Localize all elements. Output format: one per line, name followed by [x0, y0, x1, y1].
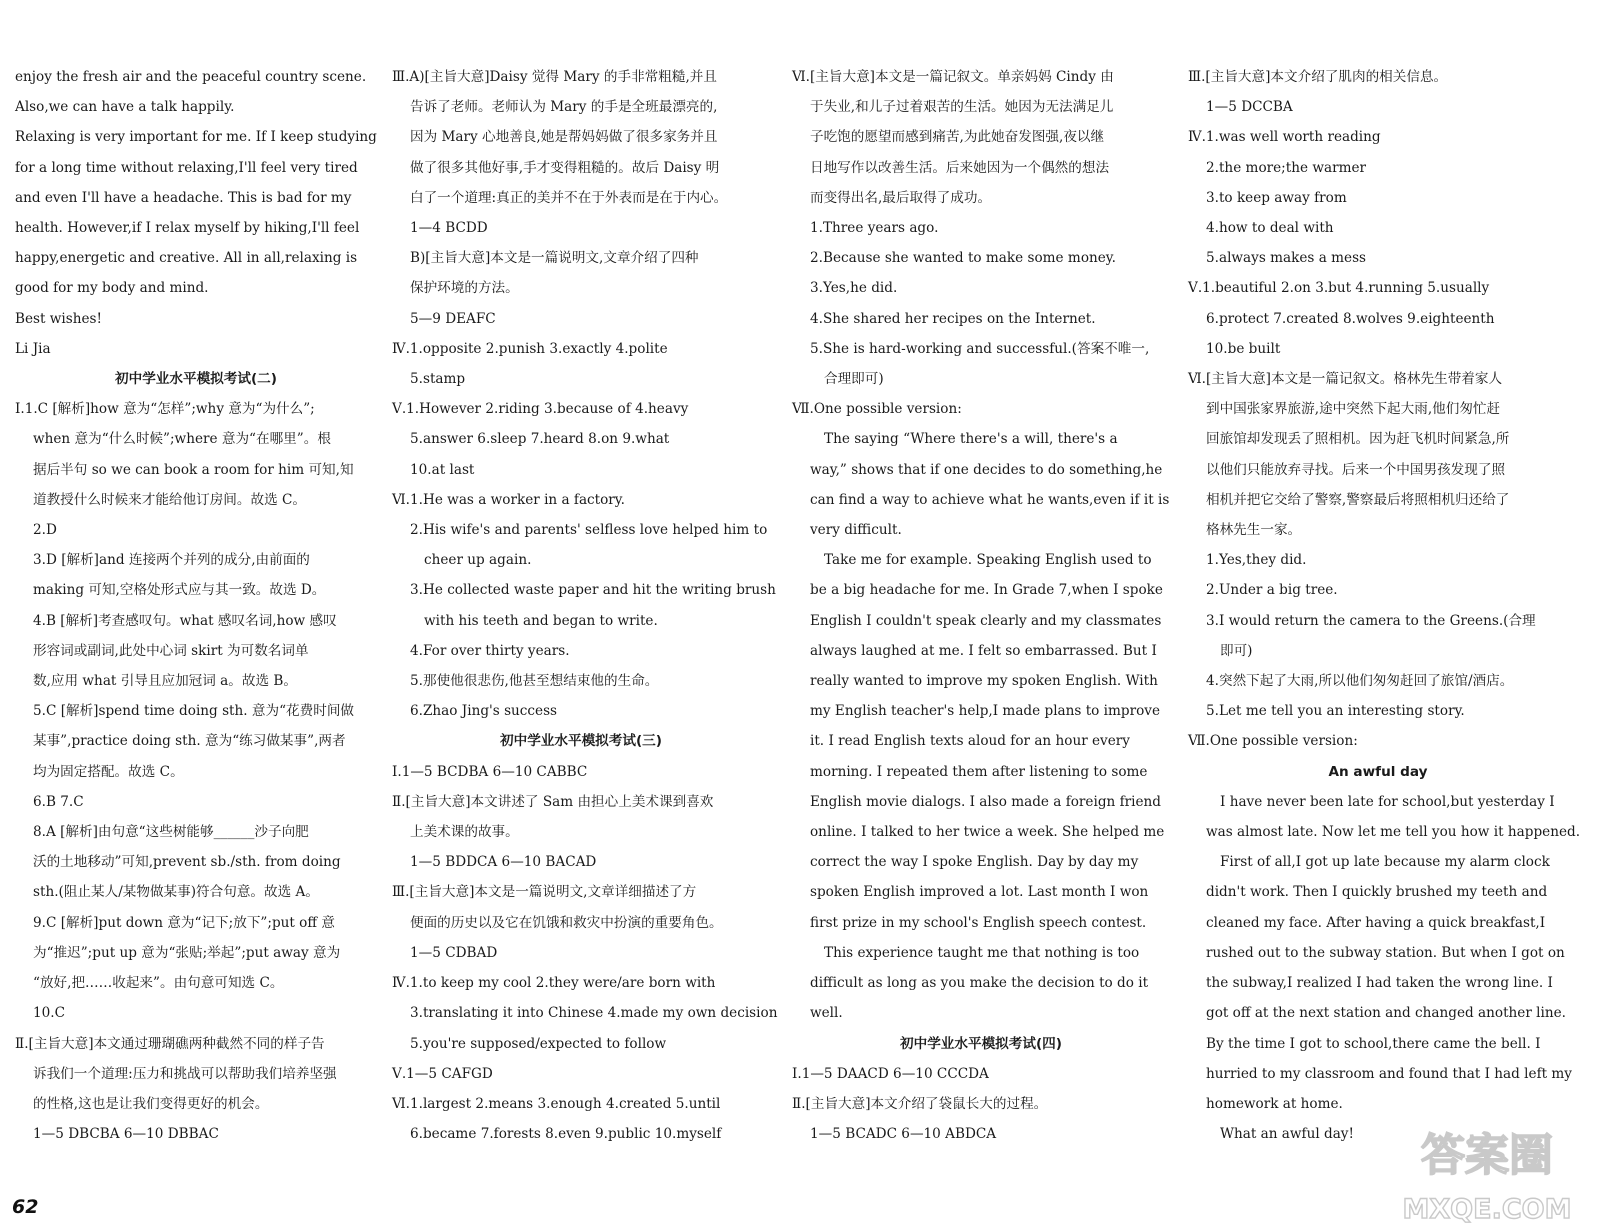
- answer-line: got off at the next station and changed another line.: [1206, 1005, 1566, 1022]
- answer-line: 3.He collected waste paper and hit the writing brush: [410, 582, 776, 599]
- answer-line: 5.那使他很悲伤,他甚至想结束他的生命。: [410, 673, 659, 690]
- answer-line: 相机并把它交给了警察,警察最后将照相机归还给了: [1206, 491, 1510, 508]
- answer-line: 合理即可): [824, 371, 884, 388]
- answer-line: Li Jia: [15, 340, 51, 357]
- answer-line: Ⅱ.[主旨大意]本文讲述了 Sam 由担心上美术课到喜欢: [392, 793, 714, 810]
- answer-line: correct the way I spoke English. Day by day my: [810, 854, 1139, 871]
- answer-line: 5.She is hard-working and successful.(答案不唯一,: [810, 340, 1150, 357]
- answer-line: really wanted to improve my spoken English. With: [810, 673, 1158, 690]
- answer-column-1: [15, 62, 377, 1149]
- answer-line: well.: [810, 1005, 843, 1022]
- answer-line: rushed out to the subway station. But when I got on: [1206, 944, 1565, 961]
- answer-line: always laughed at me. I felt so embarrassed. But I: [810, 642, 1157, 659]
- answer-line: Ⅵ.1.largest 2.means 3.enough 4.created 5.until: [392, 1095, 721, 1112]
- answer-line: with his teeth and began to write.: [424, 612, 658, 629]
- answer-line: way,” shows that if one decides to do something,he: [810, 461, 1163, 478]
- answer-line: Ⅰ.1.C [解析]how 意为“怎样”;why 意为“为什么”;: [15, 401, 315, 418]
- answer-line: 便面的历史以及它在饥饿和救灾中扮演的重要角色。: [410, 914, 723, 931]
- answer-line: 据后半句 so we can book a room for him 可知,知: [33, 461, 354, 478]
- answer-line: 5.you're supposed/expected to follow: [410, 1035, 667, 1052]
- answer-line: spoken English improved a lot. Last month I won: [810, 884, 1149, 901]
- answer-line: By the time I got to school,there came the bell. I: [1206, 1035, 1541, 1052]
- answer-line: First of all,I got up late because my alarm clock: [1220, 854, 1550, 871]
- answer-line: 因为 Mary 心地善良,她是帮妈妈做了很多家务并且: [410, 129, 718, 146]
- answer-line: 5—9 DEAFC: [410, 310, 496, 327]
- answer-line: homework at home.: [1206, 1095, 1343, 1112]
- answer-line: 10.C: [33, 1005, 66, 1022]
- answer-line: Take me for example. Speaking English used to: [824, 552, 1152, 569]
- section-heading: 初中学业水平模拟考试(三): [500, 733, 662, 750]
- answer-line: 4.She shared her recipes on the Internet.: [810, 310, 1096, 327]
- answer-line: 2.D: [33, 522, 57, 539]
- answer-line: for a long time without relaxing,I'll feel very tired: [15, 159, 358, 176]
- answer-line: 告诉了老师。老师认为 Mary 的手是全班最漂亮的,: [410, 99, 718, 116]
- answer-line: 于失业,和儿子过着艰苦的生活。她因为无法满足儿: [810, 99, 1114, 116]
- watermark-bottom-text: MXQE.COM: [1402, 1194, 1572, 1225]
- answer-line: 保护环境的方法。: [410, 280, 519, 297]
- answer-line: good for my body and mind.: [15, 280, 209, 297]
- answer-line: 3.D [解析]and 连接两个并列的成分,由前面的: [33, 552, 310, 569]
- answer-line: 4.B [解析]考查感叹句。what 感叹名词,how 感叹: [33, 612, 337, 629]
- answer-line: Ⅲ.[主旨大意]本文是一篇说明文,文章详细描述了方: [392, 884, 697, 901]
- answer-line: Ⅰ.1—5 DAACD 6—10 CCCDA: [792, 1065, 989, 1082]
- answer-column-2: [392, 62, 778, 1149]
- answer-line: 回旅馆却发现丢了照相机。因为赶飞机时间紧急,所: [1206, 431, 1510, 448]
- answer-line: can find a way to achieve what he wants,even if it is: [810, 491, 1170, 508]
- answer-line: 9.C [解析]put down 意为“记下;放下”;put off 意: [33, 914, 335, 931]
- section-heading: An awful day: [1328, 763, 1428, 780]
- answer-line: 6.B 7.C: [33, 793, 84, 810]
- answer-line: 5.answer 6.sleep 7.heard 8.on 9.what: [410, 431, 670, 448]
- answer-line: Ⅴ.1.However 2.riding 3.because of 4.heavy: [392, 401, 689, 418]
- answer-line: 以他们只能放弃寻找。后来一个中国男孩发现了照: [1206, 461, 1506, 478]
- answer-line: 白了一个道理:真正的美并不在于外表而是在于内心。: [410, 189, 728, 206]
- answer-line: 的性格,这也是让我们变得更好的机会。: [33, 1095, 269, 1112]
- answer-line: “放好,把……收起来”。由句意可知选 C。: [33, 975, 284, 992]
- answer-line: 8.A [解析]由句意“这些树能够______沙子向肥: [33, 824, 309, 841]
- answer-line: 3.translating it into Chinese 4.made my own decision: [410, 1005, 778, 1022]
- answer-line: 3.I would return the camera to the Greens.(合理: [1206, 612, 1536, 629]
- answer-line: Also,we can have a talk happily.: [15, 99, 235, 116]
- answer-line: didn't work. Then I quickly brushed my teeth and: [1206, 884, 1548, 901]
- answer-line: 日地写作以改善生活。后来她因为一个偶然的想法: [810, 159, 1110, 176]
- answer-line: 为“推迟”;put up 意为“张贴;举起”;put away 意为: [33, 944, 341, 961]
- answer-line: 道教授什么时候来才能给他订房间。故选 C。: [33, 491, 307, 508]
- answer-line: Ⅴ.1.beautiful 2.on 3.but 4.running 5.usually: [1188, 280, 1490, 297]
- site-watermark-logo: [1392, 1118, 1582, 1226]
- answer-column-3: [792, 62, 1170, 1149]
- answer-line: happy,energetic and creative. All in all,relaxing is: [15, 250, 358, 267]
- answer-line: Ⅶ.One possible version:: [792, 401, 962, 418]
- answer-line: Ⅲ.A)[主旨大意]Daisy 觉得 Mary 的手非常粗糙,并且: [392, 69, 717, 85]
- page-number: 62: [12, 1196, 39, 1218]
- answer-line: 某事”,practice doing sth. 意为“练习做某事”,两者: [33, 733, 346, 750]
- answer-line: the subway,I realized I had taken the wrong line. I: [1206, 975, 1553, 992]
- answer-line: 6.became 7.forests 8.even 9.public 10.myself: [410, 1126, 722, 1143]
- answer-line: was almost late. Now let me tell you how it happened.: [1206, 824, 1581, 841]
- answer-line: hurried to my classroom and found that I had left my: [1206, 1065, 1572, 1082]
- answer-line: 5.always makes a mess: [1206, 250, 1367, 267]
- answer-line: 格林先生一家。: [1206, 522, 1302, 539]
- answer-line: sth.(阻止某人/某物做某事)符合句意。故选 A。: [33, 884, 319, 901]
- answer-line: making 可知,空格处形式应与其一致。故选 D。: [33, 582, 326, 599]
- answer-line: difficult as long as you make the decision to do it: [810, 975, 1149, 992]
- answer-line: 1—5 CDBAD: [410, 944, 498, 961]
- answer-line: 即可): [1220, 642, 1253, 659]
- answer-line: cleaned my face. After having a quick breakfast,I: [1206, 914, 1546, 931]
- answer-line: morning. I repeated them after listening to some: [810, 763, 1148, 780]
- answer-line: 1—4 BCDD: [410, 220, 488, 237]
- answer-line: 上美术课的故事。: [410, 824, 519, 841]
- answer-line: 10.at last: [410, 461, 475, 478]
- answer-line: Ⅱ.[主旨大意]本文通过珊瑚礁两种截然不同的样子告: [15, 1035, 325, 1052]
- answer-line: cheer up again.: [424, 552, 532, 569]
- answer-line: I have never been late for school,but yesterday I: [1220, 793, 1555, 810]
- answer-line: 1—5 BCADC 6—10 ABDCA: [810, 1126, 997, 1143]
- answer-line: Ⅵ.1.He was a worker in a factory.: [392, 491, 626, 508]
- answer-line: 沃的土地移动”可知,prevent sb./sth. from doing: [33, 854, 341, 871]
- answer-line: 5.stamp: [410, 371, 466, 388]
- answer-line: 2.Under a big tree.: [1206, 582, 1338, 599]
- answer-line: English I couldn't speak clearly and my classmates: [810, 612, 1162, 629]
- answer-line: Ⅳ.1.to keep my cool 2.they were/are born with: [392, 975, 716, 992]
- answer-line: The saying “Where there's a will, there's a: [824, 431, 1118, 448]
- answer-line: Ⅴ.1—5 CAFGD: [392, 1065, 493, 1082]
- answer-line: 数,应用 what 引导且应加冠词 a。故选 B。: [33, 673, 297, 690]
- answer-line: 1—5 BDDCA 6—10 BACAD: [410, 854, 597, 871]
- answer-line: 2.His wife's and parents' selfless love helped him to: [410, 522, 768, 539]
- answer-line: Ⅳ.1.opposite 2.punish 3.exactly 4.polite: [392, 340, 668, 357]
- section-heading: 初中学业水平模拟考试(四): [900, 1035, 1062, 1052]
- answer-line: 1.Yes,they did.: [1206, 552, 1307, 569]
- answer-line: 而变得出名,最后取得了成功。: [810, 189, 992, 206]
- answer-line: Ⅵ.[主旨大意]本文是一篇记叙文。格林先生带着家人: [1188, 371, 1503, 388]
- answer-line: enjoy the fresh air and the peaceful country scene.: [15, 69, 367, 85]
- answer-line: very difficult.: [810, 522, 902, 539]
- answer-line: 5.C [解析]spend time doing sth. 意为“花费时间做: [33, 703, 355, 720]
- section-heading: 初中学业水平模拟考试(二): [115, 371, 277, 388]
- answer-line: 4.突然下起了大雨,所以他们匆匆赶回了旅馆/酒店。: [1206, 673, 1514, 690]
- answer-line: 4.For over thirty years.: [410, 642, 570, 659]
- answer-line: Ⅰ.1—5 BCDBA 6—10 CABBC: [392, 763, 588, 780]
- answer-line: and even I'll have a headache. This is bad for my: [15, 189, 352, 206]
- answer-line: be a big headache for me. In Grade 7,when I spoke: [810, 582, 1163, 599]
- answer-line: Best wishes!: [15, 310, 102, 327]
- answer-line: Ⅲ.[主旨大意]本文介绍了肌肉的相关信息。: [1188, 69, 1448, 85]
- answer-line: it. I read English texts aloud for an hour every: [810, 733, 1130, 750]
- answer-line: Ⅵ.[主旨大意]本文是一篇记叙文。单亲妈妈 Cindy 由: [792, 69, 1114, 85]
- answer-line: 10.be built: [1206, 340, 1281, 357]
- answer-line: 3.to keep away from: [1206, 189, 1347, 206]
- answer-line: 子吃饱的愿望而感到痛苦,为此她奋发图强,夜以继: [810, 129, 1105, 146]
- answer-line: when 意为“什么时候”;where 意为“在哪里”。根: [33, 431, 331, 448]
- answer-line: Relaxing is very important for me. If I keep studying: [15, 129, 377, 146]
- answer-line: 3.Yes,he did.: [810, 280, 898, 297]
- answer-line: 1.Three years ago.: [810, 220, 939, 237]
- answer-line: Ⅱ.[主旨大意]本文介绍了袋鼠长大的过程。: [792, 1095, 1048, 1112]
- answer-line: Ⅳ.1.was well worth reading: [1188, 129, 1381, 146]
- answer-line: B)[主旨大意]本文是一篇说明文,文章介绍了四种: [410, 250, 699, 267]
- answer-line: my English teacher's help,I made plans to improve: [810, 703, 1161, 720]
- answer-line: 诉我们一个道理:压力和挑战可以帮助我们培养坚强: [33, 1065, 337, 1082]
- answer-line: first prize in my school's English speech contest.: [810, 914, 1147, 931]
- answer-line: 到中国张家界旅游,途中突然下起大雨,他们匆忙赶: [1206, 401, 1501, 418]
- answer-line: 形容词或副词,此处中心词 skirt 为可数名词单: [33, 642, 309, 659]
- answer-line: 2.the more;the warmer: [1206, 159, 1367, 176]
- answer-line: Ⅶ.One possible version:: [1188, 733, 1358, 750]
- answer-line: 1—5 DBCBA 6—10 DBBAC: [33, 1126, 219, 1143]
- answer-column-4: [1188, 62, 1581, 1149]
- answer-line: 做了很多其他好事,手才变得粗糙的。故后 Daisy 明: [410, 159, 720, 176]
- answer-line: 4.how to deal with: [1206, 220, 1334, 237]
- answer-line: This experience taught me that nothing is too: [824, 944, 1140, 961]
- answer-line: 2.Because she wanted to make some money.: [810, 250, 1116, 267]
- answer-line: 1—5 DCCBA: [1206, 99, 1293, 116]
- answer-line: English movie dialogs. I also made a foreign friend: [810, 793, 1161, 810]
- answer-line: 6.Zhao Jing's success: [410, 703, 558, 720]
- answer-line: health. However,if I relax myself by hiking,I'll feel: [15, 220, 360, 237]
- answer-line: What an awful day!: [1220, 1126, 1354, 1143]
- answer-line: online. I talked to her twice a week. She helped me: [810, 824, 1165, 841]
- answer-line: 均为固定搭配。故选 C。: [33, 763, 184, 780]
- answer-line: 6.protect 7.created 8.wolves 9.eighteenth: [1206, 310, 1495, 327]
- answer-line: 5.Let me tell you an interesting story.: [1206, 703, 1465, 720]
- watermark-top-text: 答案圈: [1421, 1130, 1553, 1181]
